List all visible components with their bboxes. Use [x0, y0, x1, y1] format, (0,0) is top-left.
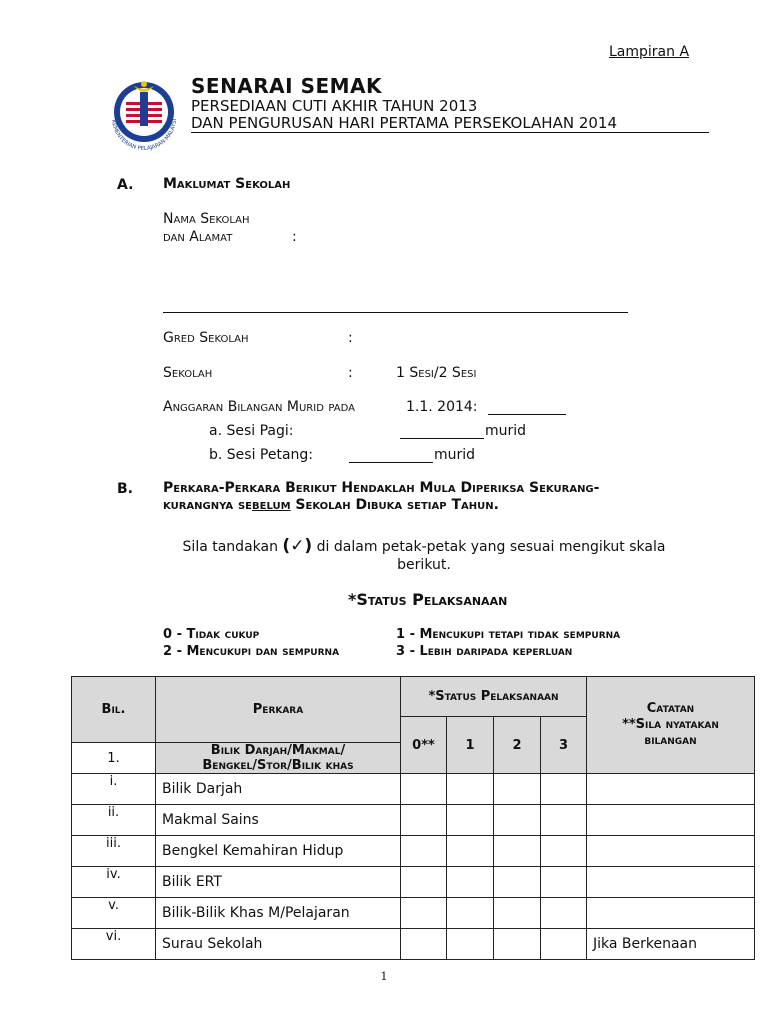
row-number: iv.: [72, 867, 156, 898]
afternoon-session-label: b. Sesi Petang:: [209, 447, 314, 463]
legend-1: 1 - Mencukupi tetapi tidak sempurna: [396, 627, 621, 642]
row-note[interactable]: [587, 774, 755, 805]
instruction-part-c: di dalam petak-petak yang sesuai mengikut skala: [312, 539, 666, 555]
row-item: Bilik ERT: [156, 867, 401, 898]
table-row: [72, 836, 755, 867]
group-number: 1.: [72, 743, 156, 774]
table-row: [72, 929, 755, 960]
score-0-checkbox[interactable]: [401, 898, 447, 929]
header-perkara: Perkara: [156, 677, 401, 743]
score-1-checkbox[interactable]: [447, 898, 494, 929]
morning-session-blank[interactable]: [400, 438, 484, 439]
checklist-table: [71, 676, 755, 960]
score-2-checkbox[interactable]: [494, 898, 541, 929]
legend-2: 2 - Mencukupi dan sempurna: [163, 644, 340, 659]
legend-3: 3 - Lebih daripada keperluan: [396, 644, 573, 659]
grade-label: Gred Sekolah: [163, 330, 249, 346]
section-b-heading-line1: Perkara-Perkara Berikut Hendaklah Mula Diperiksa Sekurang-: [163, 480, 600, 496]
group-label: [156, 743, 401, 774]
title-rule: [191, 132, 709, 133]
section-b-letter: B.: [117, 481, 133, 497]
score-2-checkbox[interactable]: [494, 805, 541, 836]
score-1-checkbox[interactable]: [447, 774, 494, 805]
row-note[interactable]: [587, 867, 755, 898]
session-value: 1 Sesi/2 Sesi: [396, 365, 477, 381]
status-scale-title: *Status Pelaksanaan: [348, 590, 508, 609]
score-3-checkbox[interactable]: [541, 929, 587, 960]
header-status: *Status Pelaksanaan: [401, 677, 587, 717]
student-estimate-label: Anggaran Bilangan Murid pada: [163, 399, 355, 415]
heading-part-c: Sekolah Dibuka setiap Tahun.: [290, 497, 499, 513]
group-label-line2: Bengkel/Stor/Bilik khas: [202, 758, 354, 773]
score-2-checkbox[interactable]: [494, 774, 541, 805]
header-catatan: [587, 677, 755, 774]
header-score-0: 0**: [401, 717, 447, 774]
heading-underlined-word: belum: [252, 497, 291, 513]
section-b-heading-line2: [163, 497, 499, 513]
score-2-checkbox[interactable]: [494, 836, 541, 867]
session-colon: :: [348, 365, 353, 381]
logo-caption: KEMENTERIAN PELAJARAN MALAYSI: [110, 118, 178, 153]
table-row: [72, 898, 755, 929]
instruction-line2: berikut.: [397, 557, 451, 573]
row-number: v.: [72, 898, 156, 929]
score-1-checkbox[interactable]: [447, 836, 494, 867]
score-3-checkbox[interactable]: [541, 805, 587, 836]
row-item: Surau Sekolah: [156, 929, 401, 960]
instruction-part-a: Sila tandakan: [182, 539, 283, 555]
score-3-checkbox[interactable]: [541, 836, 587, 867]
afternoon-session-blank[interactable]: [349, 462, 433, 463]
school-name-label: Nama Sekolah: [163, 211, 250, 227]
score-3-checkbox[interactable]: [541, 774, 587, 805]
address-colon: :: [292, 229, 297, 245]
document-subtitle-2: DAN PENGURUSAN HARI PERTAMA PERSEKOLAHAN 2014: [191, 114, 618, 132]
row-number: iii.: [72, 836, 156, 867]
ministry-logo: [102, 74, 186, 154]
school-address-label: dan Alamat: [163, 229, 233, 245]
section-a-heading: Maklumat Sekolah: [163, 176, 291, 192]
morning-session-label: a. Sesi Pagi:: [209, 423, 294, 439]
table-row: [72, 805, 755, 836]
group-label-line1: Bilik Darjah/Makmal/: [210, 743, 346, 758]
legend-0: 0 - Tidak cukup: [163, 627, 260, 642]
header-score-3: 3: [541, 717, 587, 774]
table-row: [72, 867, 755, 898]
student-estimate-date: 1.1. 2014:: [406, 399, 478, 415]
score-0-checkbox[interactable]: [401, 805, 447, 836]
row-number: ii.: [72, 805, 156, 836]
catatan-line2: **Sila nyatakan: [622, 717, 719, 732]
morning-murid-label: murid: [485, 423, 527, 439]
row-number: vi.: [72, 929, 156, 960]
table-row: [72, 774, 755, 805]
row-note[interactable]: [587, 898, 755, 929]
header-score-1: 1: [447, 717, 494, 774]
header-bil: Bil.: [72, 677, 156, 743]
document-subtitle-1: PERSEDIAAN CUTI AKHIR TAHUN 2013: [191, 97, 478, 115]
school-session-label: Sekolah: [163, 365, 213, 381]
row-number: i.: [72, 774, 156, 805]
score-0-checkbox[interactable]: [401, 836, 447, 867]
score-0-checkbox[interactable]: [401, 867, 447, 898]
score-1-checkbox[interactable]: [447, 867, 494, 898]
score-2-checkbox[interactable]: [494, 929, 541, 960]
row-note[interactable]: [587, 805, 755, 836]
score-3-checkbox[interactable]: [541, 898, 587, 929]
document-title: SENARAI SEMAK: [191, 74, 383, 98]
section-a-letter: A.: [117, 177, 134, 193]
row-item: Bilik Darjah: [156, 774, 401, 805]
score-1-checkbox[interactable]: [447, 929, 494, 960]
grade-colon: :: [348, 330, 353, 346]
page-number: 1: [380, 970, 388, 983]
row-item: Bengkel Kemahiran Hidup: [156, 836, 401, 867]
header-score-2: 2: [494, 717, 541, 774]
checkmark-symbol: (✓): [282, 536, 313, 556]
address-line[interactable]: [163, 312, 628, 313]
score-2-checkbox[interactable]: [494, 867, 541, 898]
catatan-line1: Catatan: [646, 701, 695, 716]
student-estimate-blank[interactable]: [488, 414, 566, 415]
afternoon-murid-label: murid: [434, 447, 476, 463]
row-item: Makmal Sains: [156, 805, 401, 836]
score-1-checkbox[interactable]: [447, 805, 494, 836]
catatan-line3: bilangan: [644, 733, 697, 748]
row-note[interactable]: [587, 836, 755, 867]
score-0-checkbox[interactable]: [401, 929, 447, 960]
row-note[interactable]: Jika Berkenaan: [587, 929, 755, 960]
score-0-checkbox[interactable]: [401, 774, 447, 805]
instruction-line1: [124, 537, 724, 557]
score-3-checkbox[interactable]: [541, 867, 587, 898]
heading-part-a: kurangnya se: [163, 497, 253, 513]
appendix-label: Lampiran A: [609, 44, 690, 60]
row-item: Bilik-Bilik Khas M/Pelajaran: [156, 898, 401, 929]
